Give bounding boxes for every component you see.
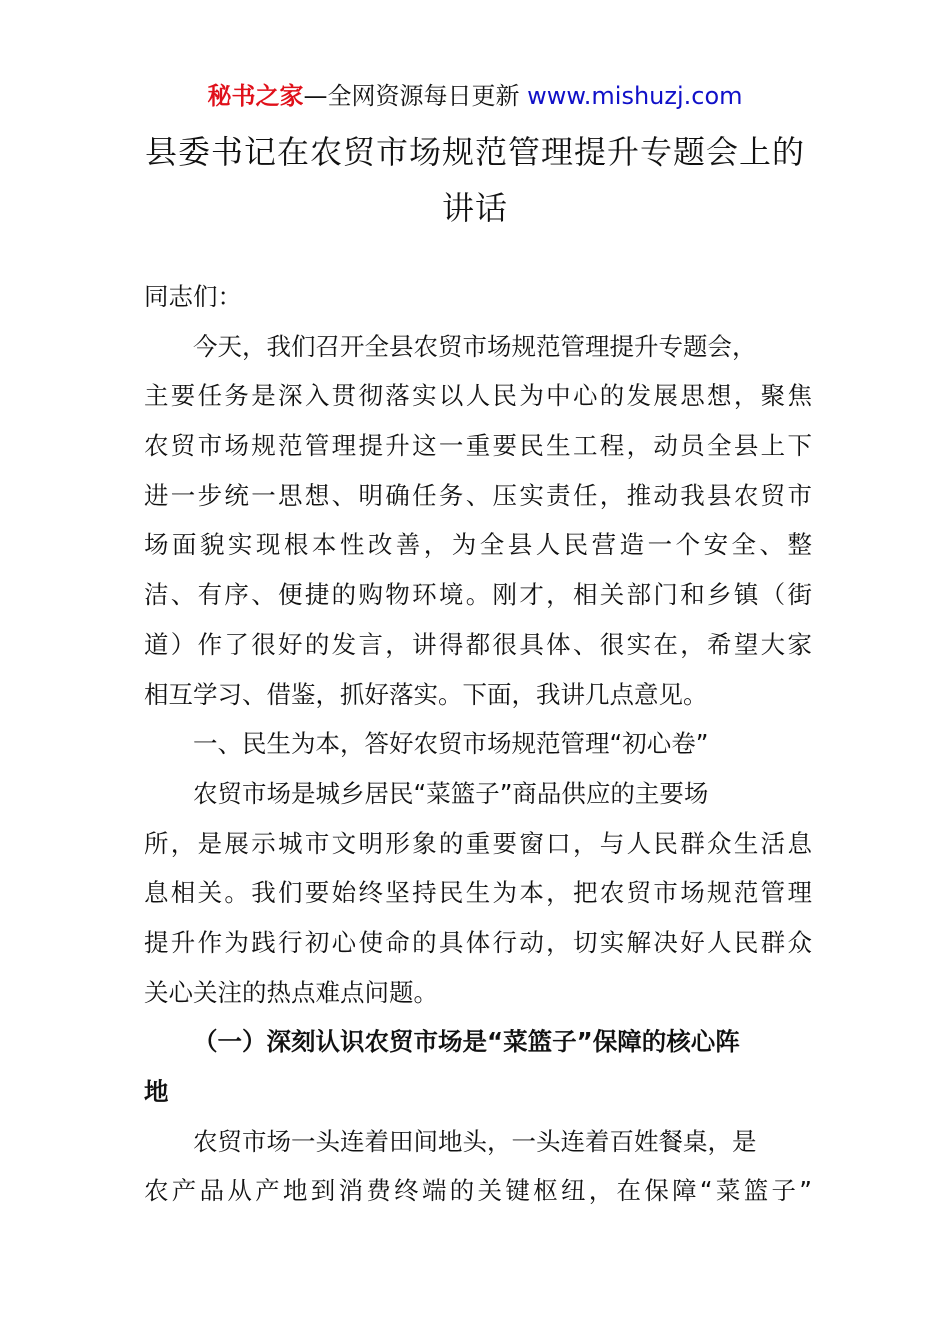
section-heading: 一、民生为本，答好农贸市场规范管理“初心卷” [193, 729, 709, 759]
paragraph-line: 息相关。我们要始终坚持民生为本，把农贸市场规范管理 [144, 878, 812, 908]
banner-tagline: —全网资源每日更新 [303, 82, 520, 110]
paragraph-line: 关心关注的热点难点问题。 [144, 977, 438, 1007]
paragraph-line: 场面貌实现根本性改善，为全县人民营造一个安全、整 [144, 530, 812, 560]
header-banner [0, 80, 950, 112]
paragraph-line: 农贸市场一头连着田间地头，一头连着百姓餐桌，是 [193, 1126, 757, 1156]
document-title [100, 124, 850, 236]
brand-name: 秘书之家 [207, 82, 304, 110]
title-line: 讲话 [441, 189, 508, 227]
website-url: www.mishuzj.com [527, 82, 743, 110]
paragraph-line: 所，是展示城市文明形象的重要窗口，与人民群众生活息 [144, 828, 812, 858]
salutation: 同志们： [144, 282, 242, 311]
paragraph-line: 今天，我们召开全县农贸市场规范管理提升专题会， [193, 331, 757, 361]
paragraph-line: 提升作为践行初心使命的具体行动，切实解决好人民群众 [144, 927, 812, 957]
title-line: 县委书记在农贸市场规范管理提升专题会上的 [144, 133, 805, 171]
subsection-heading: （一）深刻认识农贸市场是“菜篮子”保障的核心阵 [193, 1027, 740, 1057]
paragraph-line: 洁、有序、便捷的购物环境。刚才，相关部门和乡镇（街 [144, 580, 812, 610]
paragraph-line: 农产品从产地到消费终端的关键枢纽，在保障“菜篮子” [144, 1176, 812, 1206]
document-body [144, 272, 812, 1216]
subsection-heading: 地 [144, 1077, 169, 1106]
paragraph-line: 农贸市场是城乡居民“菜篮子”商品供应的主要场 [193, 778, 709, 808]
paragraph-line: 农贸市场规范管理提升这一重要民生工程，动员全县上下 [144, 431, 812, 461]
paragraph-line: 相互学习、借鉴，抓好落实。下面，我讲几点意见。 [144, 679, 708, 709]
paragraph-line: 主要任务是深入贯彻落实以人民为中心的发展思想，聚焦 [144, 381, 812, 411]
paragraph-line: 进一步统一思想、明确任务、压实责任，推动我县农贸市 [144, 480, 812, 510]
paragraph-line: 道）作了很好的发言，讲得都很具体、很实在，希望大家 [144, 629, 812, 659]
